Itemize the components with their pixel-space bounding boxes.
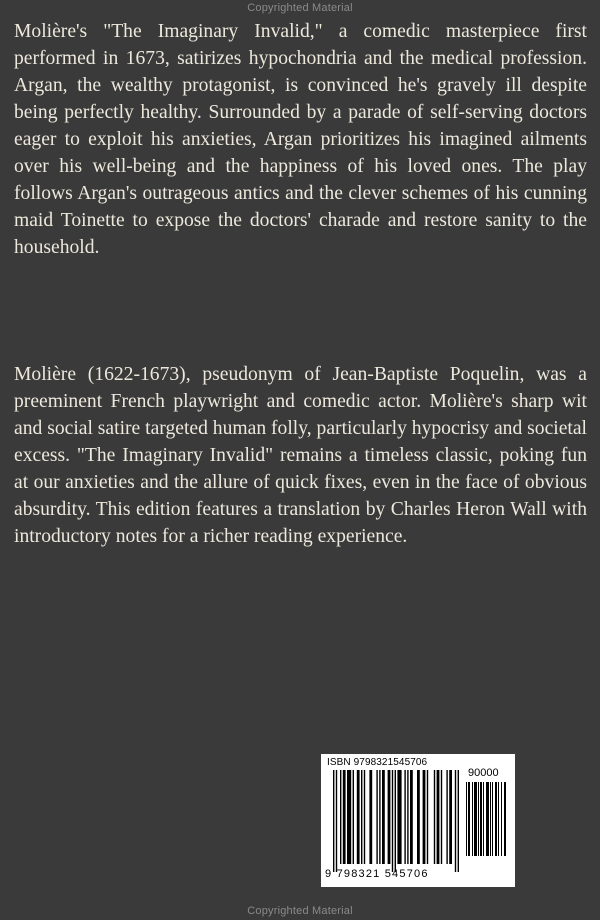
barcode-bar	[486, 782, 489, 856]
barcode-bar	[417, 770, 420, 864]
barcode-bar	[504, 782, 506, 856]
barcode-bar	[407, 770, 408, 864]
isbn-label: ISBN 9798321545706	[327, 757, 428, 768]
barcode-bar	[364, 770, 365, 864]
barcode-bar	[336, 770, 337, 872]
isbn-digits: 9 798321 545706	[325, 868, 429, 880]
barcode-bar	[455, 770, 456, 872]
barcode-bar	[495, 782, 497, 856]
barcode-bar	[478, 782, 479, 856]
barcode-bar	[423, 770, 426, 864]
barcode-bar	[357, 770, 360, 864]
barcode-bar	[458, 770, 459, 872]
barcode-bar	[437, 770, 440, 864]
barcode-bar	[501, 782, 502, 856]
barcode-bar	[397, 770, 401, 864]
barcode-bar	[466, 782, 467, 856]
barcode-bar	[492, 782, 493, 856]
barcode-bar	[483, 782, 484, 856]
barcode-bar	[490, 782, 491, 856]
barcode-bar	[343, 770, 346, 864]
barcode-bar	[404, 770, 405, 864]
barcode-bar	[395, 770, 396, 872]
barcode-bar	[347, 770, 351, 864]
barcode-bar	[468, 782, 470, 856]
barcode-bar	[498, 782, 499, 856]
blurb-paragraph-1: Molière's "The Imaginary Invalid," a comedic masterpiece first performed in 1673, satirizes hypochondria and the medical profession. Argan, the wealthy protagonist, is convinced he's gravely ill despite being perfectly healthy. Surrounded by a parade of self-serving doctors eager to exploit his anxieties, Argan prioritizes his imagined ailments over his well-being and the happiness of his loved ones. The play follows Argan's outrageous antics and the clever schemes of his cunning maid Toinette to expose the doctors' charade and restore sanity to the household.	[14, 21, 587, 258]
barcode-bar	[388, 770, 391, 864]
barcode-bar	[449, 770, 452, 864]
barcode-bar	[376, 770, 377, 864]
barcode-bar	[333, 770, 334, 872]
barcode-bar	[441, 770, 442, 864]
barcode-bar	[353, 770, 354, 864]
barcode-bar	[410, 770, 413, 864]
barcode-bar	[361, 770, 362, 864]
copyright-watermark-bottom: Copyrighted Material	[247, 905, 353, 917]
barcode-bar	[446, 770, 447, 864]
barcode-bar	[369, 770, 372, 864]
addon-barcode-bars	[466, 782, 510, 864]
barcode-bar	[427, 770, 428, 864]
barcode-bar	[340, 770, 341, 864]
copyright-watermark-top: Copyrighted Material	[247, 2, 353, 14]
barcode-bar	[474, 782, 477, 856]
barcode-bar	[434, 770, 435, 864]
barcode-bar	[379, 770, 380, 864]
barcode-bar	[480, 782, 482, 856]
barcode-bar	[392, 770, 393, 872]
barcode-bar	[472, 782, 473, 856]
barcode-bar	[382, 770, 385, 864]
blurb-paragraph-2: Molière (1622-1673), pseudonym of Jean-Baptiste Poquelin, was a preeminent French playwright and comedic actor. Molière's sharp wit and social satire targeted human folly, particularly hypocrisy and societal excess. "The Imaginary Invalid" remains a timeless classic, poking fun at our anxieties and the allure of quick fixes, even in the face of obvious absurdity. This edition features a translation by Charles Heron Wall with introductory notes for a richer reading experience.	[14, 364, 587, 547]
isbn-barcode	[321, 754, 515, 887]
price-code: 90000	[468, 767, 499, 779]
ean-barcode-bars	[333, 770, 463, 872]
